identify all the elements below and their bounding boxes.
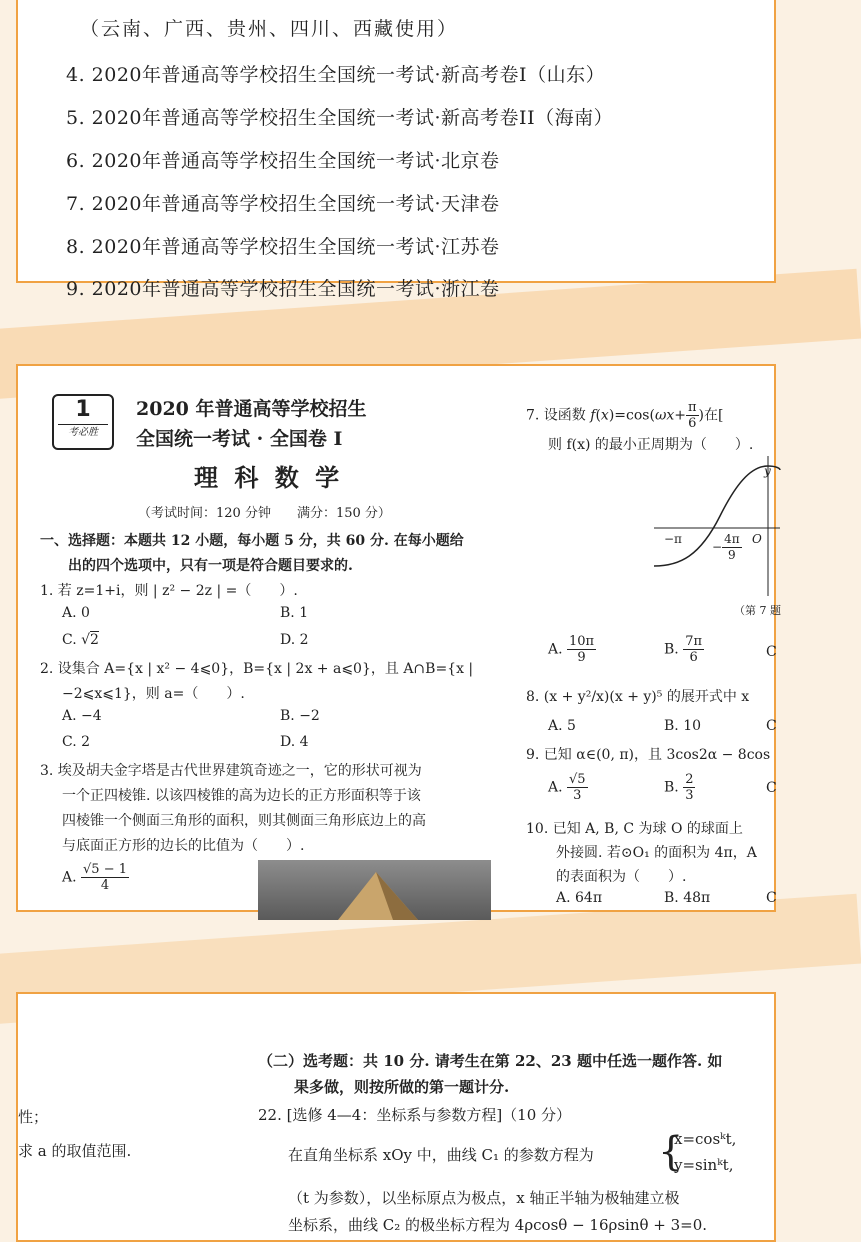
section-2-heading-cont: 果多做，则按所做的第一题计分.: [294, 1078, 510, 1096]
q10-option-c: C: [766, 890, 777, 906]
q1-option-b: B. 1: [280, 605, 309, 621]
exam-info: （考试时间：120 分钟 满分：150 分）: [138, 506, 391, 521]
exam-subject: 理 科 数 学: [194, 463, 344, 492]
q9-option-b: B. $\frac{2}{3}$: [664, 772, 694, 803]
catalog-item: 5. 2020年普通高等学校招生全国统一考试·新高考卷II（海南）: [66, 107, 614, 129]
question-1: 1. 若 z=1+i，则 | z² − 2z | =（ ）.: [40, 583, 298, 599]
exam-number-badge: [52, 394, 114, 450]
cosine-graph: [650, 456, 780, 596]
question-10-cont: 外接圆. 若⊙O₁ 的面积为 4π，A: [556, 845, 757, 861]
section-heading-cont: 出的四个选项中，只有一项是符合题目要求的.: [68, 558, 353, 574]
q7-option-c: C: [766, 644, 777, 660]
question-3-cont: 四棱锥一个侧面三角形的面积，则其侧面三角形底边上的高: [62, 813, 426, 829]
q10-option-a: A. 64π: [556, 890, 603, 906]
q9-option-c: C: [766, 780, 777, 796]
catalog-panel: [16, 0, 776, 300]
question-2-cont: −2⩽x⩽1}，则 a=（ ）.: [62, 686, 245, 702]
question-22-cont: 坐标系，曲线 C₂ 的极坐标方程为 4ρcosθ − 16ρsinθ + 3=0.: [288, 1216, 708, 1234]
q2-option-c: C. 2: [62, 734, 91, 750]
graph-y-label: y: [764, 464, 771, 478]
q7-option-b: B. $\frac{7\pi}{6}$: [664, 634, 703, 665]
graph-tick-neg-4pi-9: − $\frac{4\pi}{9}$: [712, 532, 740, 562]
left-fragment: 性；: [18, 1108, 49, 1126]
q1-option-a: A. 0: [62, 605, 90, 621]
equation-brace: {: [658, 1129, 684, 1175]
left-fragment: 求 a 的取值范围.: [18, 1142, 132, 1160]
question-10-cont: 的表面积为（ ）.: [556, 869, 687, 885]
question-8: 8. (x + y²/x)(x + y)⁵ 的展开式中 x: [526, 689, 750, 705]
q10-option-b: B. 48π: [664, 890, 711, 906]
q8-option-a: A. 5: [548, 718, 576, 734]
q7-option-a: A. $\frac{10\pi}{9}$: [548, 634, 595, 665]
catalog-item: 4. 2020年普通高等学校招生全国统一考试·新高考卷I（山东）: [66, 64, 606, 86]
catalog-item: 8. 2020年普通高等学校招生全国统一考试·江苏卷: [66, 236, 500, 258]
catalog-item: 7. 2020年普通高等学校招生全国统一考试·天津卷: [66, 193, 500, 215]
exam-page-preview-2: [16, 992, 776, 1242]
section-heading: 一、选择题：本题共 12 小题，每小题 5 分，共 60 分. 在每小题给: [40, 533, 464, 549]
question-3-cont: 与底面正方形的边长的比值为（ ）.: [62, 838, 305, 854]
question-3-cont: 一个正四棱锥. 以该四棱锥的高为边长的正方形面积等于该: [62, 788, 421, 804]
graph-caption: （第 7 题: [734, 604, 781, 617]
question-7: 7. 设函数 f(x)=cos(ωx+ $\frac{\pi}{6}$ )在[: [526, 400, 724, 431]
graph-origin: O: [752, 532, 762, 546]
catalog-note: （云南、广西、贵州、四川、西藏使用）: [80, 18, 459, 40]
q2-option-a: A. −4: [62, 708, 102, 724]
question-9: 9. 已知 α∈(0, π)，且 3cos2α − 8cos: [526, 747, 771, 763]
question-7-cont: 则 f(x) 的最小正周期为（ ）.: [548, 437, 754, 453]
graph-tick-neg-pi: −π: [664, 532, 682, 546]
badge-number: 1: [75, 397, 91, 422]
question-22-cont: （t 为参数），以坐标原点为极点，x 轴正半轴为极轴建立极: [288, 1189, 680, 1207]
question-10: 10. 已知 A, B, C 为球 O 的球面上: [526, 821, 743, 837]
parametric-x: x=cosᵏt,: [674, 1130, 737, 1148]
catalog-item-cut: 9. 2020年普通高等学校招生全国统一考试·浙江卷: [66, 278, 500, 300]
exam-title-line1: 2020 年普通高等学校招生: [136, 398, 367, 420]
q8-option-c: C: [766, 718, 777, 734]
pyramid-photo: [258, 860, 491, 920]
q2-option-d: D. 4: [280, 734, 309, 750]
parametric-y: y=sinᵏt,: [674, 1156, 734, 1174]
section-2-heading: （二）选考题：共 10 分. 请考生在第 22、23 题中任选一题作答. 如: [258, 1052, 723, 1070]
question-3: 3. 埃及胡夫金字塔是古代世界建筑奇迹之一，它的形状可视为: [40, 763, 422, 779]
q8-option-b: B. 10: [664, 718, 702, 734]
q2-option-b: B. −2: [280, 708, 320, 724]
exam-page-preview: [16, 364, 781, 912]
q1-option-d: D. 2: [280, 632, 309, 648]
exam-title-line2: 全国统一考试 · 全国卷 I: [136, 428, 343, 450]
q3-option-a: A. $\frac{√5 - 1}{4}$: [62, 862, 127, 893]
catalog-item: 6. 2020年普通高等学校招生全国统一考试·北京卷: [66, 150, 500, 172]
question-22: 在直角坐标系 xOy 中，曲线 C₁ 的参数方程为: [288, 1146, 594, 1164]
q1-option-c: C. √2: [62, 632, 99, 648]
q9-option-a: A. $\frac{√5}{3}$: [548, 772, 586, 803]
badge-label: 考必胜: [58, 424, 108, 441]
question-22-heading: 22. [选修 4—4：坐标系与参数方程]（10 分）: [258, 1106, 572, 1124]
question-2: 2. 设集合 A={x | x² − 4⩽0}，B={x | 2x + a⩽0}，且 A∩B={x |: [40, 661, 474, 677]
